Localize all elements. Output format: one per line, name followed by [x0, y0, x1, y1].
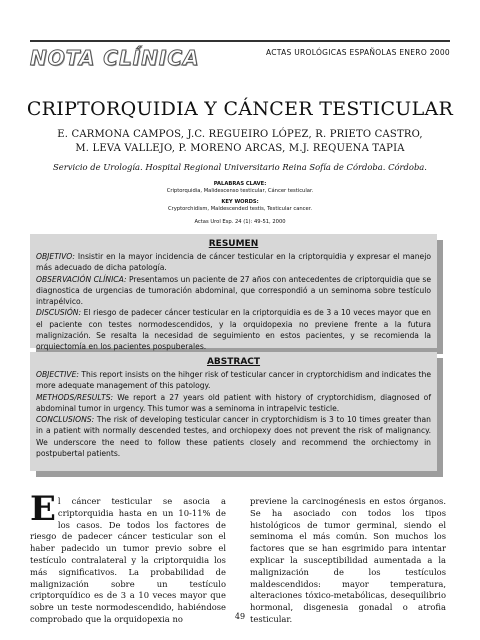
header-rule — [30, 40, 450, 42]
abstract-box — [30, 352, 437, 471]
keywords-es — [30, 181, 450, 195]
resumen-paragraph: OBSERVACIÓN CLÍNICA: Presentamos un paciente de 27 años con antecedentes de criptorquidia que se diagnostica de urgencias de tumoración abdominal, que correspondió a un seminoma sobre testículo intrapélvico. — [36, 274, 431, 307]
body-column-left — [30, 489, 226, 626]
journal-header: ACTAS UROLÓGICAS ESPAÑOLAS ENERO 2000 — [265, 48, 450, 57]
author-line: E. CARMONA CAMPOS, J.C. REGUEIRO LÓPEZ, R. PRIETO CASTRO, — [57, 129, 423, 140]
drop-cap: E — [30, 489, 56, 529]
abstract-heading: ABSTRACT — [206, 357, 261, 367]
article-title: CRIPTORQUIDIA Y CÁNCER TESTICULAR — [26, 98, 454, 120]
resumen-paragraph: OBJETIVO: Insistir en la mayor incidencia de cáncer testicular en la criptorquidia y expresar el manejo más adecuado de dicha patología. — [36, 252, 431, 273]
abstract-paragraph: METHODS/RESULTS: We report a 27 years old patient with history of cryptorchidism, diagnosed of abdominal tumor in urgency. This tumor was a seminoma in intrapelvic testicle. — [36, 392, 431, 413]
citation: Actas Urol Esp. 24 (1): 49-51, 2000 — [194, 219, 286, 225]
body-column-right: previene la carcinogénesis en estos órganos. Se ha asociado con todos los tipos histológicos de tumor germinal, siendo el seminoma el más común. Son muchos los factores que se han esgrimido para intentar explicar la susceptibilidad aumentada a la malignización de los testículos maldescendidos: mayor temperatura, alteraciones tóxico-metabólicas, desequilibrio hormonal, disgenesia gonadal o atrofia testicular. — [250, 496, 446, 624]
keywords-en-heading: KEY WORDS: — [221, 199, 259, 205]
resumen-paragraph: DISCUSIÓN: El riesgo de padecer cáncer testicular en la criptorquidia es de 3 a 10 veces mayor que en el paciente con testes normodescendidos, y la orquidopexia no previene frente a la futura malignización. Se resalta la necesidad de seguimiento en estos pacientes, y se recomienda la orquiectomía en los pacientes pospuberales. — [36, 308, 431, 352]
section-tag: NOTA CLÍNICA — [30, 46, 200, 70]
author-line: M. LEVA VALLEJO, P. MORENO ARCAS, M.J. REQUENA TAPIA — [75, 143, 405, 154]
keywords-es-heading: PALABRAS CLAVE: — [213, 181, 267, 187]
body-text-left: l cáncer testicular se asocia a criptorquidia hasta en un 10-11% de los casos. De todos los factores de riesgo de padecer cáncer testicular son el haber padecido un tumor previo sobre el testículo contralateral y la criptorquidia los más significativos. La probabilidad de malignización sobre un testículo criptorquídico es de 3 a 10 veces mayor que sobre un teste normodescendido, habiéndose comprobado que la orquidopexia no — [30, 496, 226, 624]
affiliation: Servicio de Urología. Hospital Regional Universitario Reina Sofía de Córdoba. Córdoba. — [53, 162, 427, 172]
abstract-paragraph: CONCLUSIONS: The risk of developing testicular cancer in cryptorchidism is 3 to 10 times greater than in a patient with normally descended testes, and orchiopexy does not prevent the risk of malignancy. We underscore the need to follow these patients closely and recommend the orchiectomy in postpubertal patients. — [36, 415, 431, 459]
author-list — [40, 128, 440, 156]
page-number: 49 — [234, 612, 246, 621]
keywords-en — [30, 199, 450, 213]
keywords-es-text: Criptorquidia, Malidescenso testicular, Cáncer testicular. — [166, 188, 314, 194]
resumen-heading: RESUMEN — [208, 239, 259, 249]
keywords-en-text: Cryptorchidism, Maldescended testis, Testicular cancer. — [167, 206, 313, 212]
abstract-paragraph: OBJECTIVE: This report insists on the hihger risk of testicular cancer in cryptorchidism and indicates the more adequate management of this patology. — [36, 370, 431, 391]
resumen-box — [30, 234, 437, 352]
